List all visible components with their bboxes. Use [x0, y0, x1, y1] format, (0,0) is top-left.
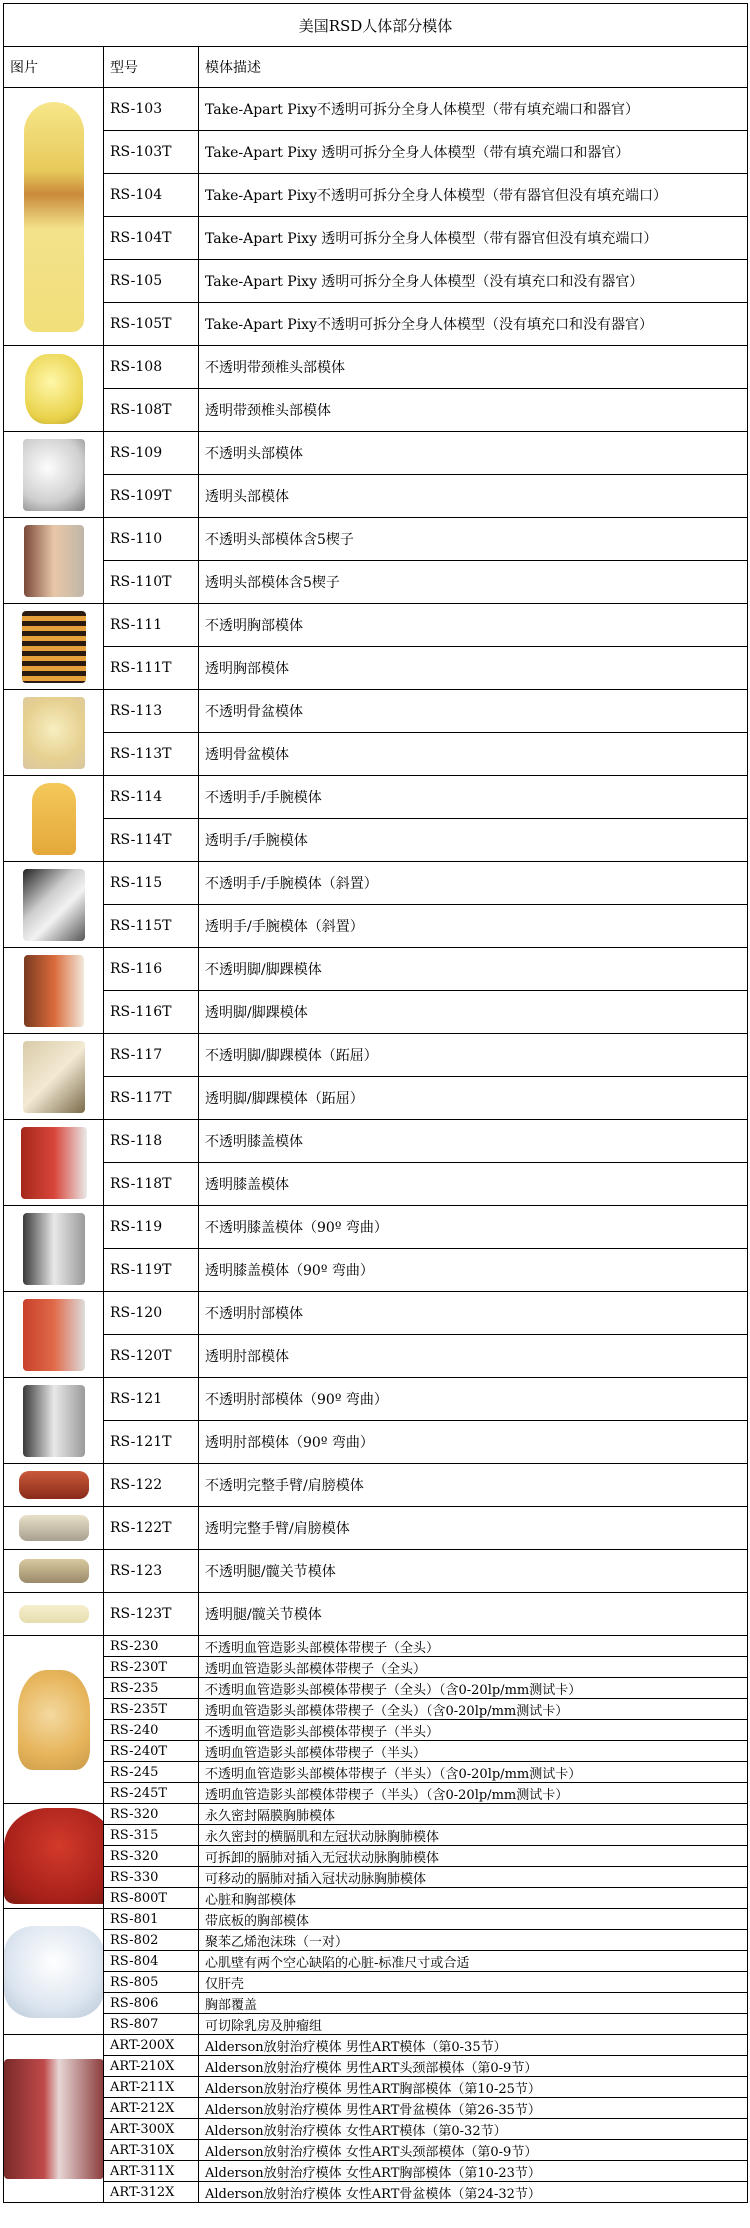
model-cell: ART-211X	[104, 2077, 199, 2098]
table-row	[4, 1720, 748, 1741]
model-cell: RS-120T	[104, 1335, 199, 1378]
table-row	[4, 1335, 748, 1378]
table-row	[4, 1699, 748, 1720]
description-cell: Take-Apart Pixy 透明可拆分全身人体模型（没有填充口和没有器官）	[199, 260, 748, 303]
image-cell	[4, 88, 104, 346]
table-row	[4, 1249, 748, 1292]
table-row	[4, 475, 748, 518]
description-cell: 不透明手/手腕模体	[199, 776, 748, 819]
table-row	[4, 2182, 748, 2203]
header-image: 图片	[4, 47, 104, 88]
description-cell: 透明血管造影头部模体带楔子（半头）	[199, 1741, 748, 1762]
model-cell: ART-212X	[104, 2098, 199, 2119]
description-cell: 不透明完整手臂/肩膀模体	[199, 1464, 748, 1507]
hand-oblique-model-image	[23, 869, 85, 941]
description-cell: Alderson放射治疗模体 男性ART胸部模体（第10-25节）	[199, 2077, 748, 2098]
table-row	[4, 1421, 748, 1464]
model-cell: RS-111	[104, 604, 199, 647]
chest-plate-model-image	[4, 1926, 104, 2018]
model-cell: RS-802	[104, 1930, 199, 1951]
model-cell: RS-240T	[104, 1741, 199, 1762]
model-cell: RS-105T	[104, 303, 199, 346]
model-cell: RS-230	[104, 1636, 199, 1657]
foot-model-image	[24, 955, 84, 1027]
image-cell	[4, 948, 104, 1034]
model-cell: RS-800T	[104, 1888, 199, 1909]
table-row	[4, 2035, 748, 2056]
table-row	[4, 733, 748, 776]
model-cell: RS-245T	[104, 1783, 199, 1804]
model-cell: RS-240	[104, 1720, 199, 1741]
arm-model-image	[19, 1471, 89, 1499]
description-cell: Alderson放射治疗模体 女性ART头颈部模体（第0-9节）	[199, 2140, 748, 2161]
description-cell: 不透明手/手腕模体（斜置）	[199, 862, 748, 905]
elbow-model-image	[23, 1299, 85, 1371]
image-cell	[4, 1636, 104, 1804]
model-cell: RS-315	[104, 1825, 199, 1846]
description-cell: Take-Apart Pixy 透明可拆分全身人体模型（带有器官但没有填充端口）	[199, 217, 748, 260]
model-cell: RS-119T	[104, 1249, 199, 1292]
table-row	[4, 948, 748, 991]
foot-flexed-model-image	[23, 1041, 85, 1113]
table-row	[4, 1804, 748, 1825]
image-cell	[4, 604, 104, 690]
model-cell: RS-104T	[104, 217, 199, 260]
header-row	[4, 47, 748, 88]
model-cell: RS-118T	[104, 1163, 199, 1206]
model-cell: RS-110	[104, 518, 199, 561]
model-cell: RS-103	[104, 88, 199, 131]
description-cell: 透明带颈椎头部模体	[199, 389, 748, 432]
model-cell: RS-122T	[104, 1507, 199, 1550]
model-cell: RS-330	[104, 1867, 199, 1888]
description-cell: 不透明腿/髋关节模体	[199, 1550, 748, 1593]
header-description: 模体描述	[199, 47, 748, 88]
description-cell: Take-Apart Pixy不透明可拆分全身人体模型（没有填充口和没有器官）	[199, 303, 748, 346]
table-row	[4, 346, 748, 389]
table-row	[4, 217, 748, 260]
skeleton-model-image	[24, 102, 84, 332]
description-cell: Alderson放射治疗模体 男性ART模体（第0-35节）	[199, 2035, 748, 2056]
table-row	[4, 561, 748, 604]
model-cell: RS-804	[104, 1951, 199, 1972]
image-cell	[4, 1909, 104, 2035]
description-cell: 永久密封隔膜胸肺模体	[199, 1804, 748, 1825]
description-cell: 透明血管造影头部模体带楔子（全头）（含0-20lp/mm测试卡）	[199, 1699, 748, 1720]
table-row	[4, 2161, 748, 2182]
description-cell: 不透明膝盖模体（90º 弯曲）	[199, 1206, 748, 1249]
alderson-model-image	[4, 2059, 104, 2179]
image-cell	[4, 432, 104, 518]
image-cell	[4, 1804, 104, 1909]
description-cell: Alderson放射治疗模体 女性ART胸部模体（第10-23节）	[199, 2161, 748, 2182]
table-row	[4, 2119, 748, 2140]
table-row	[4, 1507, 748, 1550]
image-cell	[4, 1464, 104, 1507]
image-cell	[4, 1378, 104, 1464]
description-cell: 不透明血管造影头部模体带楔子（全头）	[199, 1636, 748, 1657]
model-cell: ART-200X	[104, 2035, 199, 2056]
table-row	[4, 2077, 748, 2098]
table-row	[4, 905, 748, 948]
model-cell: ART-310X	[104, 2140, 199, 2161]
table-row	[4, 303, 748, 346]
image-cell	[4, 690, 104, 776]
description-cell: 透明血管造影头部模体带楔子（半头）（含0-20lp/mm测试卡）	[199, 1783, 748, 1804]
model-cell: RS-105	[104, 260, 199, 303]
description-cell: 心肌壁有两个空心缺陷的心脏-标准尺寸或合适	[199, 1951, 748, 1972]
table-row	[4, 1741, 748, 1762]
leg-model-image	[19, 1559, 89, 1583]
model-cell: RS-119	[104, 1206, 199, 1249]
table-row	[4, 1077, 748, 1120]
arm-clear-model-image	[19, 1515, 89, 1541]
description-cell: 透明手/手腕模体	[199, 819, 748, 862]
image-cell	[4, 1507, 104, 1550]
table-row	[4, 174, 748, 217]
table-row	[4, 1678, 748, 1699]
model-cell: RS-123T	[104, 1593, 199, 1636]
description-cell: 不透明头部模体	[199, 432, 748, 475]
table-row	[4, 1206, 748, 1249]
description-cell: 可切除乳房及肿瘤组	[199, 2014, 748, 2035]
chest-model-image	[22, 611, 86, 683]
table-row	[4, 1867, 748, 1888]
model-cell: ART-210X	[104, 2056, 199, 2077]
image-cell	[4, 1593, 104, 1636]
model-cell: RS-121	[104, 1378, 199, 1421]
description-cell: 透明膝盖模体	[199, 1163, 748, 1206]
table-row	[4, 518, 748, 561]
model-cell: RS-113T	[104, 733, 199, 776]
model-cell: RS-805	[104, 1972, 199, 1993]
head-model-image	[23, 439, 85, 511]
model-cell: RS-245	[104, 1762, 199, 1783]
image-cell	[4, 776, 104, 862]
model-cell: RS-116T	[104, 991, 199, 1034]
description-cell: Take-Apart Pixy 透明可拆分全身人体模型（带有填充端口和器官）	[199, 131, 748, 174]
table-row	[4, 432, 748, 475]
model-cell: RS-108	[104, 346, 199, 389]
model-cell: RS-104	[104, 174, 199, 217]
model-cell: ART-312X	[104, 2182, 199, 2203]
table-row	[4, 1909, 748, 1930]
model-cell: RS-801	[104, 1909, 199, 1930]
image-cell	[4, 2035, 104, 2203]
description-cell: 聚苯乙烯泡沫珠（一对）	[199, 1930, 748, 1951]
knee-bent-model-image	[23, 1213, 85, 1285]
description-cell: Alderson放射治疗模体 女性ART骨盆模体（第24-32节）	[199, 2182, 748, 2203]
description-cell: 不透明带颈椎头部模体	[199, 346, 748, 389]
description-cell: 不透明肘部模体（90º 弯曲）	[199, 1378, 748, 1421]
model-cell: RS-110T	[104, 561, 199, 604]
table-row	[4, 991, 748, 1034]
table-row	[4, 647, 748, 690]
description-cell: 透明腿/髋关节模体	[199, 1593, 748, 1636]
table-row	[4, 1657, 748, 1678]
table-row	[4, 1550, 748, 1593]
table-row	[4, 131, 748, 174]
description-cell: 带底板的胸部模体	[199, 1909, 748, 1930]
table-row	[4, 1846, 748, 1867]
description-cell: 透明脚/脚踝模体	[199, 991, 748, 1034]
description-cell: 永久密封的横膈肌和左冠状动脉胸肺模体	[199, 1825, 748, 1846]
model-cell: RS-235	[104, 1678, 199, 1699]
description-cell: 仅肝壳	[199, 1972, 748, 1993]
table-row	[4, 1951, 748, 1972]
description-cell: 不透明血管造影头部模体带楔子（半头）（含0-20lp/mm测试卡）	[199, 1762, 748, 1783]
table-row	[4, 88, 748, 131]
description-cell: 不透明骨盆模体	[199, 690, 748, 733]
model-cell: RS-117	[104, 1034, 199, 1077]
model-cell: RS-807	[104, 2014, 199, 2035]
table-title: 美国RSD人体部分模体	[4, 4, 748, 47]
table-row	[4, 1464, 748, 1507]
description-cell: Alderson放射治疗模体 男性ART骨盆模体（第26-35节）	[199, 2098, 748, 2119]
model-cell: RS-320	[104, 1846, 199, 1867]
image-cell	[4, 346, 104, 432]
model-cell: RS-123	[104, 1550, 199, 1593]
table-row	[4, 1762, 748, 1783]
hand-model-image	[32, 783, 76, 855]
model-cell: RS-235T	[104, 1699, 199, 1720]
table-row	[4, 690, 748, 733]
description-cell: 透明完整手臂/肩膀模体	[199, 1507, 748, 1550]
description-cell: 不透明脚/脚踝模体	[199, 948, 748, 991]
image-cell	[4, 1206, 104, 1292]
image-cell	[4, 1550, 104, 1593]
description-cell: 可拆卸的膈肺对插入无冠状动脉胸肺模体	[199, 1846, 748, 1867]
model-cell: RS-111T	[104, 647, 199, 690]
description-cell: 不透明脚/脚踝模体（跖屈）	[199, 1034, 748, 1077]
knee-model-image	[21, 1127, 87, 1199]
description-cell: 透明膝盖模体（90º 弯曲）	[199, 1249, 748, 1292]
table-row	[4, 776, 748, 819]
model-cell: RS-115	[104, 862, 199, 905]
description-cell: 心脏和胸部模体	[199, 1888, 748, 1909]
table-row	[4, 2098, 748, 2119]
model-cell: RS-117T	[104, 1077, 199, 1120]
table-row	[4, 389, 748, 432]
head-wedge-model-image	[24, 525, 84, 597]
table-row	[4, 2140, 748, 2161]
description-cell: 透明手/手腕模体（斜置）	[199, 905, 748, 948]
table-row	[4, 604, 748, 647]
leg-clear-model-image	[19, 1605, 89, 1623]
model-cell: RS-113	[104, 690, 199, 733]
description-cell: 不透明头部模体含5楔子	[199, 518, 748, 561]
table-row	[4, 2014, 748, 2035]
description-cell: 不透明血管造影头部模体带楔子（全头）（含0-20lp/mm测试卡）	[199, 1678, 748, 1699]
header-model: 型号	[104, 47, 199, 88]
description-cell: 不透明胸部模体	[199, 604, 748, 647]
image-cell	[4, 1120, 104, 1206]
angio-head-model-image	[18, 1670, 90, 1770]
table-row	[4, 1378, 748, 1421]
model-cell: ART-311X	[104, 2161, 199, 2182]
description-cell: Take-Apart Pixy不透明可拆分全身人体模型（带有填充端口和器官）	[199, 88, 748, 131]
description-cell: 透明肘部模体	[199, 1335, 748, 1378]
model-cell: RS-121T	[104, 1421, 199, 1464]
model-cell: RS-230T	[104, 1657, 199, 1678]
model-cell: RS-103T	[104, 131, 199, 174]
description-cell: Take-Apart Pixy不透明可拆分全身人体模型（带有器官但没有填充端口）	[199, 174, 748, 217]
table-row	[4, 260, 748, 303]
model-cell: RS-806	[104, 1993, 199, 2014]
table-row	[4, 862, 748, 905]
description-cell: 透明脚/脚踝模体（跖屈）	[199, 1077, 748, 1120]
image-cell	[4, 1292, 104, 1378]
table-row	[4, 1593, 748, 1636]
model-cell: RS-118	[104, 1120, 199, 1163]
elbow-bent-model-image	[23, 1385, 85, 1457]
description-cell: 不透明血管造影头部模体带楔子（半头）	[199, 1720, 748, 1741]
pelvis-model-image	[23, 697, 85, 769]
table-row	[4, 1930, 748, 1951]
model-cell: ART-300X	[104, 2119, 199, 2140]
table-row	[4, 2056, 748, 2077]
model-cell: RS-109	[104, 432, 199, 475]
table-row	[4, 1888, 748, 1909]
table-row	[4, 1993, 748, 2014]
model-cell: RS-114	[104, 776, 199, 819]
skull-model-image	[25, 354, 83, 424]
model-cell: RS-109T	[104, 475, 199, 518]
image-cell	[4, 1034, 104, 1120]
model-cell: RS-320	[104, 1804, 199, 1825]
description-cell: 透明血管造影头部模体带楔子（全头）	[199, 1657, 748, 1678]
model-cell: RS-108T	[104, 389, 199, 432]
model-cell: RS-122	[104, 1464, 199, 1507]
description-cell: 可移动的膈肺对插入冠状动脉胸肺模体	[199, 1867, 748, 1888]
title-row	[4, 4, 748, 47]
description-cell: 不透明肘部模体	[199, 1292, 748, 1335]
image-cell	[4, 862, 104, 948]
table-row	[4, 1825, 748, 1846]
table-row	[4, 1783, 748, 1804]
table-row	[4, 1636, 748, 1657]
torso-model-image	[4, 1808, 104, 1904]
description-cell: 透明胸部模体	[199, 647, 748, 690]
description-cell: 透明头部模体	[199, 475, 748, 518]
description-cell: 不透明膝盖模体	[199, 1120, 748, 1163]
model-cell: RS-120	[104, 1292, 199, 1335]
table-row	[4, 819, 748, 862]
table-row	[4, 1120, 748, 1163]
table-row	[4, 1972, 748, 1993]
table-row	[4, 1292, 748, 1335]
description-cell: 透明骨盆模体	[199, 733, 748, 776]
description-cell: 透明头部模体含5楔子	[199, 561, 748, 604]
description-cell: Alderson放射治疗模体 女性ART模体（第0-32节）	[199, 2119, 748, 2140]
model-cell: RS-115T	[104, 905, 199, 948]
table-row	[4, 1034, 748, 1077]
model-cell: RS-114T	[104, 819, 199, 862]
image-cell	[4, 518, 104, 604]
model-cell: RS-116	[104, 948, 199, 991]
description-cell: 透明肘部模体（90º 弯曲）	[199, 1421, 748, 1464]
description-cell: 胸部覆盖	[199, 1993, 748, 2014]
product-table	[3, 3, 748, 2203]
description-cell: Alderson放射治疗模体 男性ART头颈部模体（第0-9节）	[199, 2056, 748, 2077]
table-row	[4, 1163, 748, 1206]
